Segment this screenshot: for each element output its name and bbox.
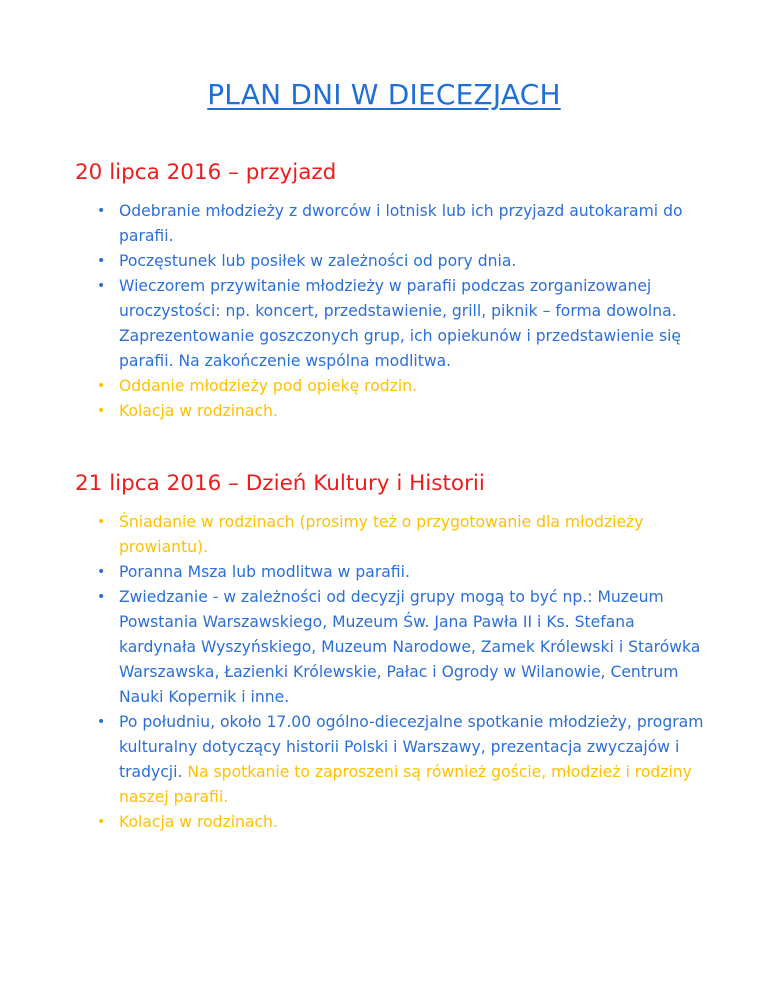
- bullet-icon: •: [97, 278, 106, 294]
- bullet-list: [75, 510, 705, 835]
- list-item-text: Kolacja w rodzinach.: [119, 813, 278, 831]
- bullet-icon: •: [97, 814, 106, 830]
- section-day-1: [75, 160, 705, 424]
- list-item: [75, 274, 705, 374]
- list-item: [75, 374, 705, 399]
- list-item-text: Poczęstunek lub posiłek w zależności od pory dnia.: [119, 252, 517, 270]
- bullet-icon: •: [97, 514, 106, 530]
- list-item-text: Zwiedzanie - w zależności od decyzji grupy mogą to być np.: Muzeum Powstania Warszawskiego, Muzeum Św. Jana Pawła II i Ks. Stefana kardynała Wyszyńskiego, Muzeum Narodowe, Zamek Królewski i Starówka Warszawska, Łazienki Królewskie, Pałac i Ogrody w Wilanowie, Centrum Nauki Kopernik i inne.: [119, 588, 701, 706]
- list-item-text: Wieczorem przywitanie młodzieży w parafii podczas zorganizowanej uroczystości: np. koncert, przedstawienie, grill, piknik – forma dowolna. Zaprezentowanie goszczonych grup, ich opiekunów i przedstawienie się parafii. Na zakończenie wspólna modlitwa.: [119, 277, 682, 370]
- list-item: [75, 510, 705, 560]
- list-item: [75, 585, 705, 710]
- section-day-2: [75, 471, 705, 835]
- list-item-text-highlight: Na spotkanie to zaproszeni są również goście, młodzież i rodziny naszej parafii.: [119, 763, 692, 806]
- bullet-icon: •: [97, 564, 106, 580]
- list-item-text: Po południu, około 17.00 ogólno-diecezjalne spotkanie młodzieży, program kulturalny dotyczący historii Polski i Warszawy, prezentacja zwyczajów i tradycji.: [119, 713, 704, 781]
- list-item-text: Śniadanie w rodzinach (prosimy też o przygotowanie dla młodzieży prowiantu).: [119, 513, 644, 556]
- list-item-text: Oddanie młodzieży pod opiekę rodzin.: [119, 377, 418, 395]
- bullet-list: [75, 199, 705, 424]
- list-item: [75, 249, 705, 274]
- list-item: [75, 560, 705, 585]
- bullet-icon: •: [97, 378, 106, 394]
- bullet-icon: •: [97, 589, 106, 605]
- list-item-text: Kolacja w rodzinach.: [119, 402, 278, 420]
- bullet-icon: •: [97, 203, 106, 219]
- list-item: [75, 399, 705, 424]
- list-item: [75, 810, 705, 835]
- document-title: PLAN DNI W DIECEZJACH: [207, 78, 561, 111]
- list-item: [75, 199, 705, 249]
- list-item-text: Poranna Msza lub modlitwa w parafii.: [119, 563, 410, 581]
- list-item: [75, 710, 705, 810]
- section-heading: 21 lipca 2016 – Dzień Kultury i Historii: [75, 471, 485, 496]
- bullet-icon: •: [97, 253, 106, 269]
- bullet-icon: •: [97, 403, 106, 419]
- list-item-text: Odebranie młodzieży z dworców i lotnisk lub ich przyjazd autokarami do parafii.: [119, 202, 683, 245]
- bullet-icon: •: [97, 714, 106, 730]
- section-heading: 20 lipca 2016 – przyjazd: [75, 160, 337, 185]
